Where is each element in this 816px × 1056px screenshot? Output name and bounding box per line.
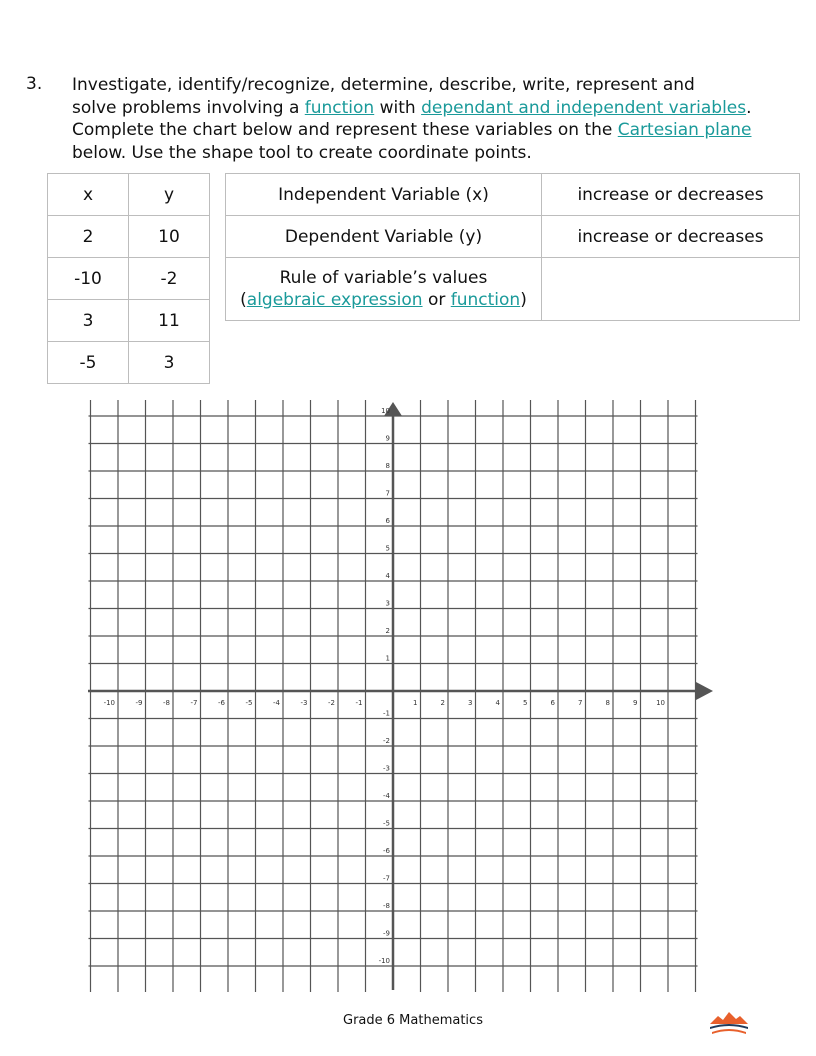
- x-cell[interactable]: -5: [48, 342, 129, 384]
- variables-link[interactable]: dependant and independent variables: [421, 97, 747, 118]
- y-tick-label: -3: [383, 764, 390, 773]
- dependent-value[interactable]: increase or decreases: [542, 216, 800, 258]
- y-tick-label: -9: [383, 929, 390, 938]
- table-row: [48, 258, 210, 300]
- x-tick-label: -1: [355, 699, 363, 707]
- y-tick-label: 10: [381, 407, 390, 415]
- x-header: x: [48, 174, 129, 216]
- x-tick-label: -3: [300, 699, 308, 707]
- x-tick-label: 8: [605, 699, 610, 707]
- y-tick-label: 8: [385, 462, 390, 470]
- y-tick-label: 6: [385, 517, 390, 525]
- x-tick-label: -8: [163, 699, 170, 707]
- y-tick-label: -8: [383, 902, 390, 910]
- x-tick-label: -6: [218, 699, 225, 707]
- question-line-2-pre: solve problems involving a: [72, 97, 305, 118]
- y-tick-label: -6: [383, 847, 390, 855]
- y-tick-label: 1: [385, 654, 390, 663]
- x-tick-label: 6: [550, 699, 555, 707]
- y-cell[interactable]: -2: [129, 258, 210, 300]
- x-tick-label: 10: [656, 699, 665, 707]
- cartesian-plane-link[interactable]: Cartesian plane: [617, 120, 752, 140]
- x-axis-arrow-icon: [696, 682, 713, 700]
- question-line-2-mid: with: [374, 97, 422, 118]
- x-tick-label: 9: [633, 699, 638, 707]
- y-tick-label: 4: [385, 572, 390, 580]
- question-line-3-pre: Complete the chart below and represent these variables on the: [72, 120, 618, 140]
- y-tick-label: -2: [383, 737, 390, 745]
- x-tick-label: 5: [523, 699, 528, 707]
- y-tick-label: 3: [385, 599, 390, 608]
- dependent-row: [226, 216, 800, 258]
- question-line-2-post: .: [746, 97, 752, 118]
- variable-table: [225, 173, 800, 321]
- y-tick-label: 5: [385, 544, 390, 553]
- x-cell[interactable]: 2: [48, 216, 129, 258]
- x-tick-label: 2: [440, 699, 445, 707]
- y-header: y: [129, 174, 210, 216]
- table-row: [48, 342, 210, 384]
- y-tick-label: 7: [385, 489, 390, 498]
- y-tick-label: -10: [378, 957, 390, 965]
- dependent-label: Dependent Variable (y): [226, 216, 542, 258]
- question-text: [72, 74, 792, 164]
- mountain-logo-icon: [708, 1010, 750, 1036]
- table-row: [48, 300, 210, 342]
- function-link[interactable]: function: [304, 97, 375, 118]
- x-tick-label: -7: [190, 699, 198, 707]
- x-cell[interactable]: 3: [48, 300, 129, 342]
- x-tick-label: 7: [578, 699, 583, 707]
- independent-row: [226, 174, 800, 216]
- y-cell[interactable]: 11: [129, 300, 210, 342]
- y-tick-label: 2: [385, 627, 390, 635]
- algebraic-expression-link[interactable]: algebraic expression: [246, 290, 423, 310]
- axes: [88, 402, 713, 990]
- xy-table-header-row: [48, 174, 210, 216]
- rule-close-paren: ): [520, 290, 527, 310]
- y-tick-label: -7: [383, 874, 390, 883]
- independent-label: Independent Variable (x): [226, 174, 542, 216]
- y-tick-label: -5: [383, 819, 390, 828]
- table-row: [48, 216, 210, 258]
- question-number: 3.: [26, 74, 43, 94]
- cartesian-plane[interactable]: [86, 400, 716, 992]
- y-tick-label: 9: [385, 434, 390, 443]
- x-tick-label: -4: [273, 699, 280, 707]
- y-cell[interactable]: 3: [129, 342, 210, 384]
- rule-or: or: [422, 290, 451, 310]
- tick-labels: [104, 407, 665, 965]
- x-tick-label: -10: [103, 699, 115, 707]
- x-tick-label: 3: [468, 699, 473, 707]
- x-tick-label: -2: [328, 699, 335, 707]
- x-cell[interactable]: -10: [48, 258, 129, 300]
- rule-function-link[interactable]: function: [450, 290, 521, 310]
- rule-label: Rule of variable’s values: [279, 268, 488, 288]
- x-tick-label: 4: [495, 699, 500, 707]
- independent-value[interactable]: increase or decreases: [542, 174, 800, 216]
- rule-row: [226, 258, 800, 321]
- rule-open-paren: (: [240, 290, 247, 310]
- rule-label-cell: [226, 258, 542, 321]
- question-line-1: Investigate, identify/recognize, determine, describe, write, represent and: [72, 75, 695, 95]
- y-tick-label: -1: [383, 709, 390, 718]
- xy-table: [47, 173, 210, 384]
- question-line-4: below. Use the shape tool to create coordinate points.: [72, 142, 532, 163]
- x-tick-label: -9: [135, 699, 143, 707]
- footer-text: Grade 6 Mathematics: [343, 1013, 483, 1028]
- y-cell[interactable]: 10: [129, 216, 210, 258]
- y-tick-label: -4: [383, 792, 390, 800]
- x-tick-label: -5: [245, 699, 253, 707]
- x-tick-label: 1: [413, 699, 418, 707]
- rule-value[interactable]: [542, 258, 800, 321]
